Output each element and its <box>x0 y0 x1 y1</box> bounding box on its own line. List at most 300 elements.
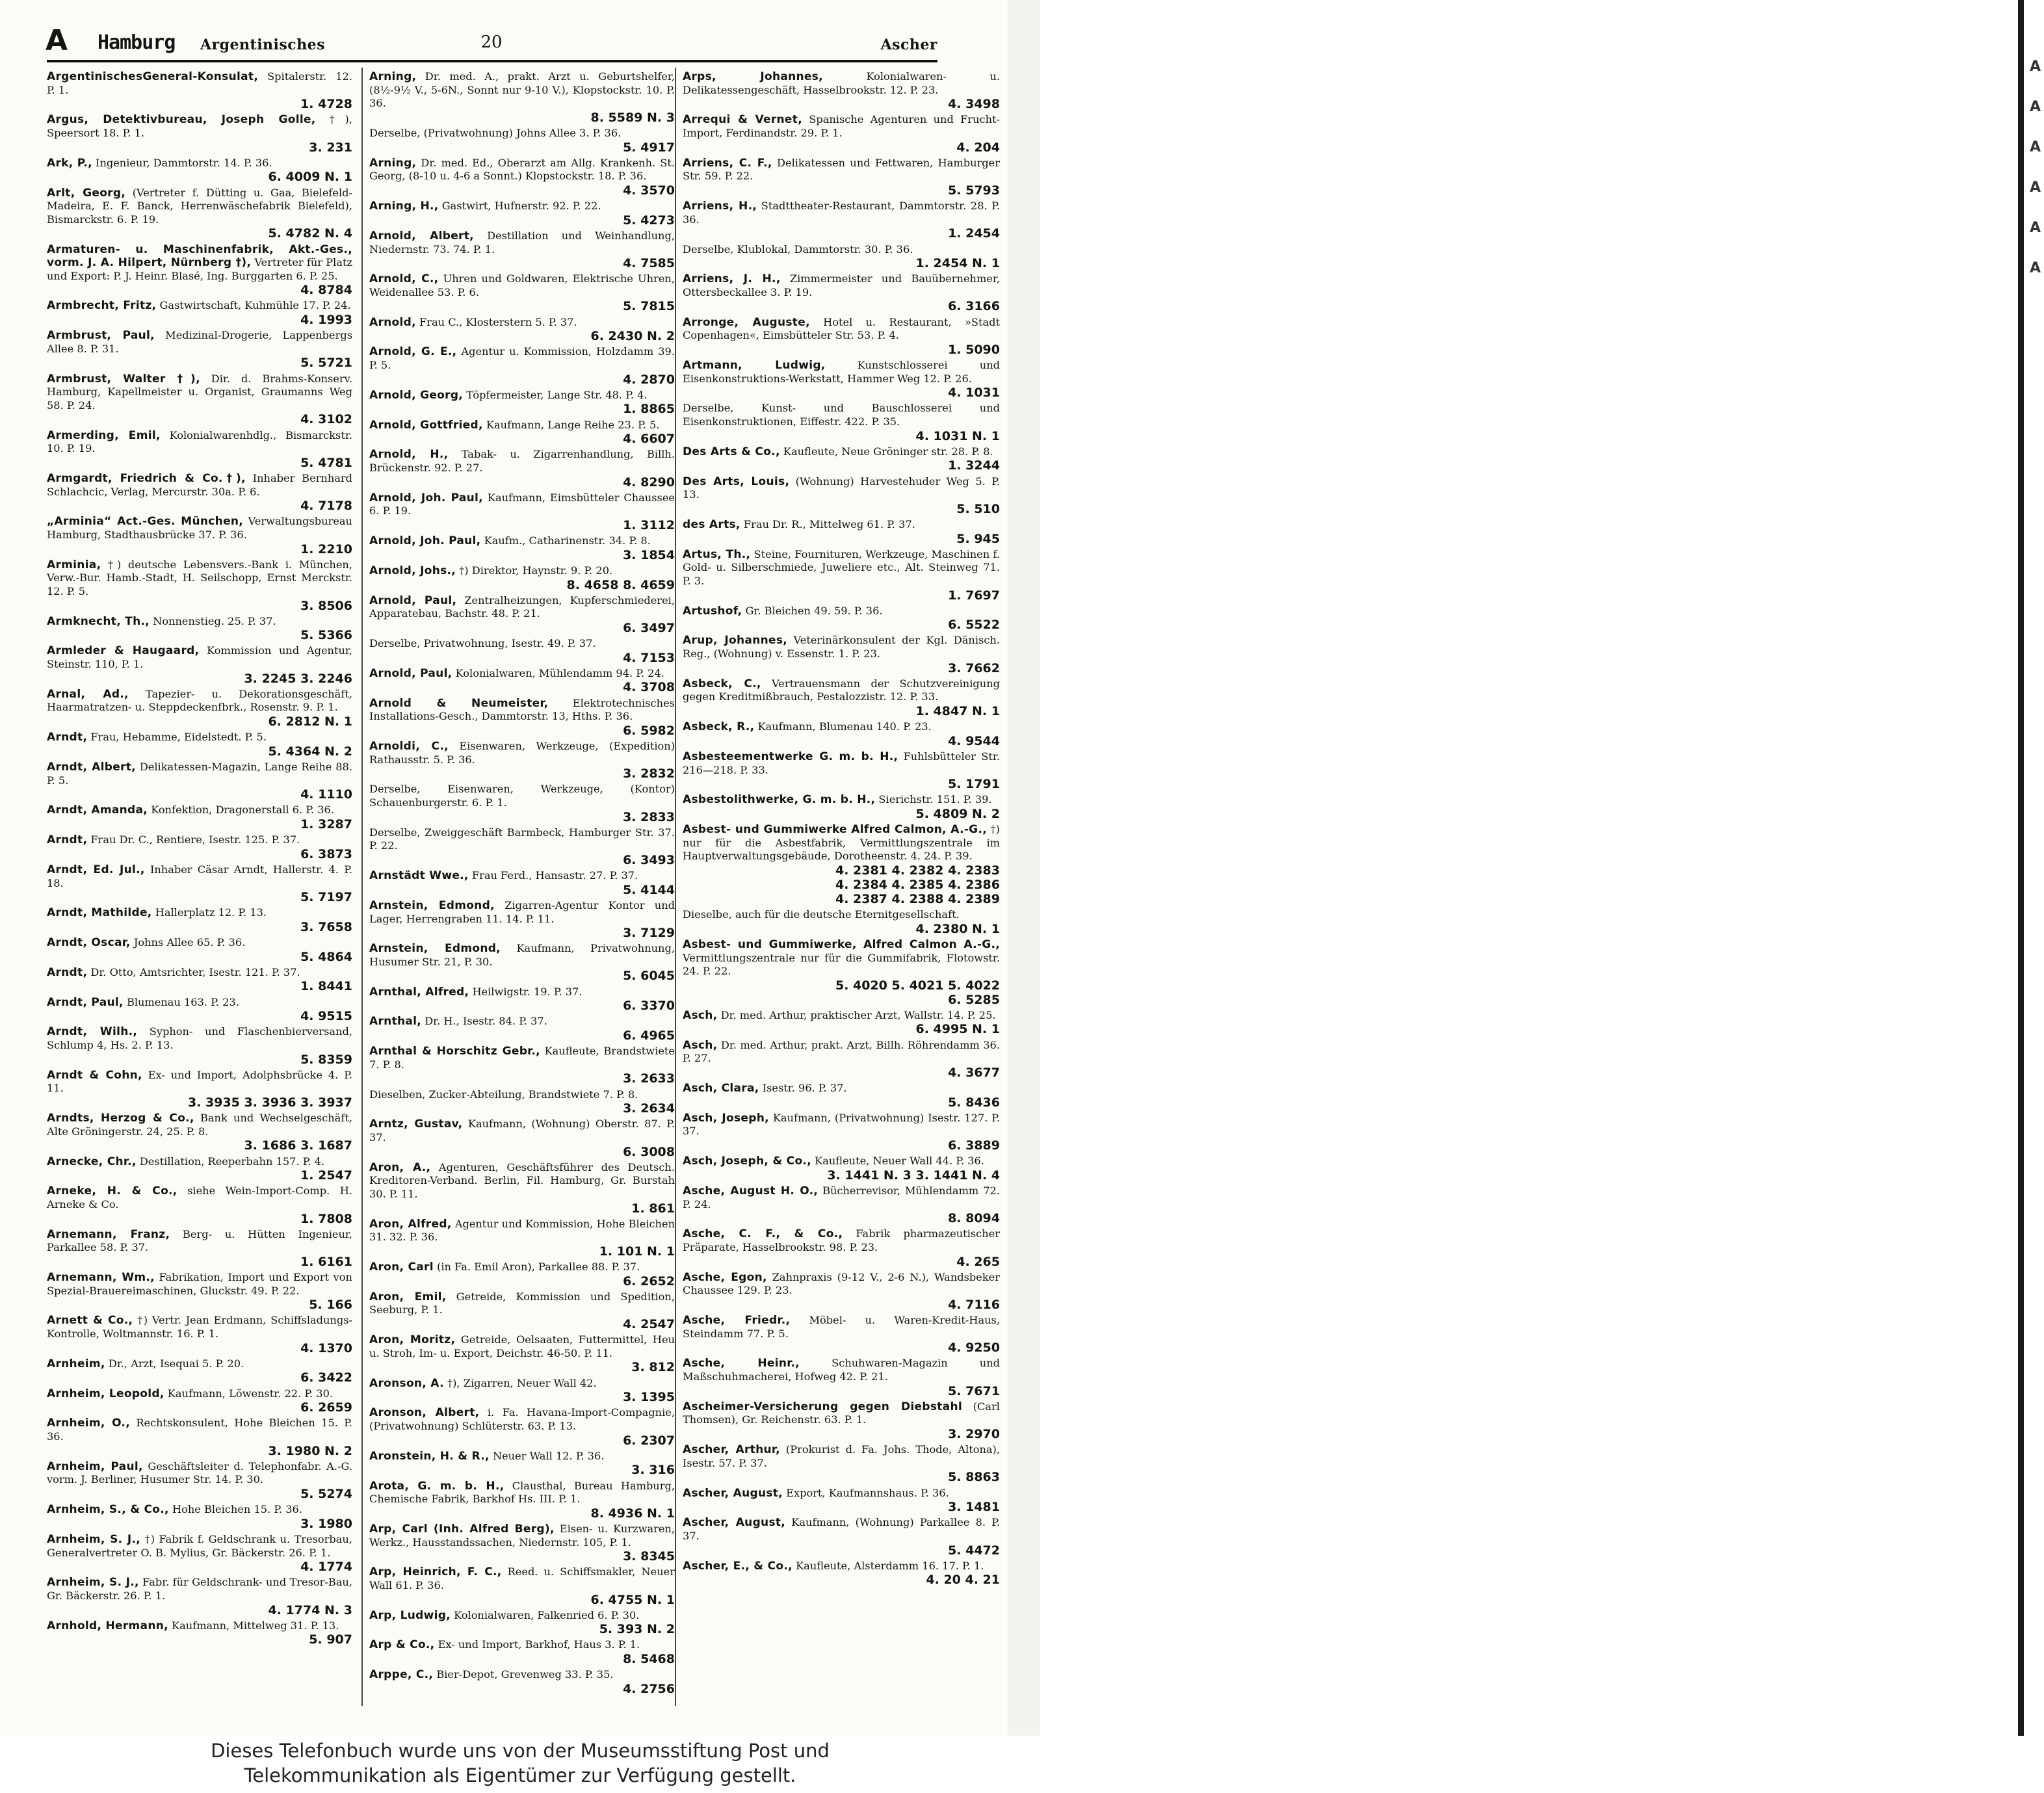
entry-name: Arriens, H., <box>683 200 757 213</box>
entry-text <box>47 731 352 744</box>
entry-name: Asch, Clara, <box>683 1082 759 1095</box>
entry-details: Derselbe, Zweiggeschäft Barmbeck, Hamburger Str. 37. P. 22. <box>369 826 675 852</box>
entry-details: Getreide, Kommission und Spedition, Seeburg, P. 1. <box>369 1290 675 1316</box>
directory-entry <box>369 1088 675 1116</box>
directory-entry <box>369 899 675 940</box>
entry-details: Kolonialwaren- u. Delikatessengeschäft, Hasselbrookstr. 12. P. 23. <box>683 70 1000 96</box>
entry-name: Arnold & Neumeister, <box>369 696 549 710</box>
phone-number: 6. 2307 <box>623 1433 675 1448</box>
directory-entry <box>369 1523 675 1564</box>
phone-number: 5. 945 <box>956 531 1000 546</box>
phone-number: 4. 3708 <box>623 680 675 695</box>
directory-entry <box>47 804 352 831</box>
entry-text <box>369 1088 675 1102</box>
directory-entry <box>47 1069 352 1110</box>
entry-details: Medizinal-Drogerie, Lappenbergs Allee 8. P. 31. <box>47 329 352 355</box>
entry-text <box>47 1112 352 1138</box>
entry-name: Arnold, C., <box>369 272 439 286</box>
directory-entry <box>369 1161 675 1216</box>
entry-name: Asche, Egon, <box>683 1270 767 1284</box>
phone-number: 3. 2245 3. 2246 <box>244 671 352 686</box>
entry-details: Möbel- u. Waren-Kredit-Haus, Steindamm 77. P. 5. <box>683 1314 1000 1340</box>
phone-number: 3. 2970 <box>948 1427 1000 1442</box>
entry-text <box>47 804 352 817</box>
phone-number: 1. 7808 <box>300 1211 352 1226</box>
entry-details: Sierichstr. 151. P. 39. <box>878 793 992 806</box>
phone-number: 5. 8863 <box>948 1470 1000 1485</box>
entry-name: Arnheim, S. J., <box>47 1576 139 1590</box>
phone-number: 5. 4020 5. 4021 5. 4022 <box>835 978 1000 993</box>
directory-entry <box>369 1565 675 1606</box>
entry-text <box>369 448 675 475</box>
phone-number: 3. 1395 <box>623 1390 675 1405</box>
entry-details: Vertrauensmann der Schutzvereinigung gegen Kreditmißbrauch, Pestalozzistr. 12. P. 33. <box>683 677 1000 703</box>
entry-name: Arriens, C. F., <box>683 156 772 170</box>
entry-text <box>47 688 352 714</box>
phone-number: 8. 4658 8. 4659 <box>566 577 675 592</box>
entry-name: Arp, Heinrich, F. C., <box>369 1565 502 1579</box>
entry-text <box>369 942 675 969</box>
entry-text <box>47 615 352 629</box>
entry-details: Spitalerstr. 12. P. 1. <box>47 70 352 96</box>
entry-name: Asbesteementwerke G. m. b. H., <box>683 750 898 763</box>
entry-details: Dieselbe, auch für die deutsche Eternitgesellschaft. <box>683 908 960 921</box>
entry-details: Zahnpraxis (9-12 V., 2-6 N.), Wandsbeker Chaussee 129. P. 23. <box>683 1270 1000 1297</box>
entry-details: Frau C., Klosterstern 5. P. 37. <box>419 315 577 328</box>
entry-details: Derselbe, Kunst- und Bauschlosserei und Eisenkonstruktionen, Eiffestr. 422. P. 35. <box>683 402 1000 428</box>
directory-entry <box>369 869 675 897</box>
entry-name: Arnheim, Paul, <box>47 1459 143 1473</box>
directory-entry <box>369 1668 675 1696</box>
directory-entry <box>47 1460 352 1501</box>
phone-number: 3. 1854 <box>623 547 675 562</box>
entry-name: Aron, Emil, <box>369 1290 447 1303</box>
directory-entry <box>47 472 352 513</box>
entry-name: Ascher, August, <box>683 1486 783 1500</box>
entry-details: Fabr. für Geldschrank- und Tresor-Bau, Gr. Bäckerstr. 26. P. 1. <box>47 1576 352 1602</box>
directory-entry <box>683 475 1000 516</box>
entry-name: Argus, Detektivbureau, Joseph Golle, <box>47 113 316 127</box>
entry-text <box>683 750 1000 777</box>
entry-details: Kaufleute, Alsterdamm 16. 17. P. 1. <box>796 1559 984 1572</box>
entry-details: siehe Wein-Import-Comp. H. Arneke & Co. <box>47 1184 352 1211</box>
entry-name: Arnold, Albert, <box>369 229 474 242</box>
phone-number: 5. 8359 <box>300 1052 352 1067</box>
entry-text <box>47 299 352 313</box>
footer-line-1: Dieses Telefonbuch wurde uns von der Museumsstiftung Post und <box>211 1740 830 1762</box>
entry-text <box>683 1227 1000 1254</box>
phone-number: 6. 4965 <box>623 1028 675 1043</box>
entry-name: Aron, Carl <box>369 1261 434 1274</box>
entry-text <box>683 243 1000 257</box>
phone-number: 4. 6607 <box>623 432 675 447</box>
entry-details: Schuhwaren-Magazin und Maßschuhmacherei, Hofweg 42. P. 21. <box>683 1357 1000 1383</box>
entry-text <box>683 518 1000 532</box>
entry-text <box>369 783 675 809</box>
directory-entry <box>683 1082 1000 1110</box>
directory-entry <box>47 1619 352 1647</box>
entry-name: Asbeck, R., <box>683 720 755 734</box>
entry-text <box>47 966 352 980</box>
phone-number: 5. 5366 <box>300 628 352 643</box>
entry-name: Armbrust, Paul, <box>47 329 155 343</box>
directory-entry <box>47 1314 352 1355</box>
entry-text <box>369 229 675 256</box>
directory-entry <box>683 1039 1000 1080</box>
entry-text <box>369 1118 675 1144</box>
entry-text <box>369 419 675 432</box>
entry-details: Inhaber Cäsar Arndt, Hallerstr. 4. P. 18. <box>47 863 352 889</box>
entry-name: Arning, <box>369 156 417 170</box>
phone-number: 1. 3244 <box>948 458 1000 473</box>
entry-details: (Carl Thomsen), Gr. Reichenstr. 63. P. 1. <box>683 1400 1000 1426</box>
directory-entry <box>683 634 1000 675</box>
directory-entry <box>369 740 675 781</box>
entry-name: Asche, August H. O., <box>683 1184 819 1198</box>
entry-text <box>683 908 1000 922</box>
entry-details: Kaufleute, Neue Gröninger str. 28. P. 8. <box>783 445 993 458</box>
directory-entry <box>683 1516 1000 1557</box>
entry-details: Frau Dr. R., Mittelweg 61. P. 37. <box>743 517 915 530</box>
directory-entry <box>369 667 675 695</box>
archive-footer <box>0 1736 1040 1793</box>
entry-name: ArgentinischesGeneral-Konsulat, <box>47 70 259 83</box>
phone-number: 1. 3287 <box>300 817 352 831</box>
entry-text <box>369 564 675 578</box>
entry-text <box>47 1025 352 1052</box>
phone-number: 4. 1774 N. 3 <box>268 1603 352 1617</box>
entry-details: Derselbe, Klublokal, Dammtorstr. 30. P. 36. <box>683 242 913 255</box>
entry-name: Asch, Joseph, & Co., <box>683 1155 811 1168</box>
phone-number: 6. 5522 <box>948 618 1000 633</box>
directory-entry <box>683 445 1000 473</box>
directory-entry <box>683 1227 1000 1268</box>
directory-entry <box>47 1112 352 1153</box>
directory-entry <box>369 986 675 1014</box>
directory-entry <box>47 187 352 241</box>
directory-entry <box>683 677 1000 718</box>
directory-entry <box>683 1560 1000 1588</box>
phone-number: 5. 5721 <box>300 356 352 371</box>
entry-name: Ascher, E., & Co., <box>683 1559 793 1573</box>
entry-text <box>47 1533 352 1560</box>
phone-number: 4. 7116 <box>948 1297 1000 1312</box>
phone-number: 4. 7585 <box>623 256 675 271</box>
directory-entry <box>369 448 675 489</box>
entry-details: Kaufmann, (Wohnung) Oberstr. 87. P. 37. <box>369 1118 675 1144</box>
phone-number: 4. 8784 <box>300 283 352 298</box>
directory-entry <box>369 1015 675 1043</box>
entry-text <box>683 1155 1000 1168</box>
phone-number: 4. 1370 <box>300 1341 352 1355</box>
phone-number: 1. 101 N. 1 <box>599 1244 675 1259</box>
phone-number: 3. 1686 3. 1687 <box>244 1138 352 1153</box>
phone-number: 4. 20 4. 21 <box>926 1573 1000 1588</box>
entry-name: Arndt, Paul, <box>47 995 124 1009</box>
entry-text <box>369 70 675 111</box>
entry-name: Aron, Moritz, <box>369 1333 456 1347</box>
entry-details: Kaufleute, Brandstwiete 7. P. 8. <box>369 1045 675 1071</box>
entry-name: Arppe, C., <box>369 1668 434 1682</box>
entry-details: Zimmermeister und Bauübernehmer, Ottersbeckallee 3. P. 19. <box>683 272 1000 298</box>
directory-entry <box>683 402 1000 443</box>
directory-entry <box>369 637 675 665</box>
phone-number: 3. 2833 <box>623 809 675 824</box>
phone-number: 4. 2870 <box>623 372 675 387</box>
entry-text <box>369 826 675 853</box>
directory-entry <box>369 419 675 447</box>
header-rule <box>47 60 937 62</box>
entry-name: Arnold, Johs., <box>369 564 456 577</box>
directory-entry <box>683 548 1000 603</box>
phone-number: 4. 9544 <box>948 733 1000 748</box>
directory-entry <box>683 1184 1000 1225</box>
entry-details: Bier-Depot, Grevenweg 33. P. 35. <box>436 1668 614 1681</box>
phone-number: 6. 4755 N. 1 <box>590 1592 675 1607</box>
entry-text <box>683 1009 1000 1023</box>
directory-entry <box>47 731 352 759</box>
phone-number: 6. 5285 <box>948 992 1000 1007</box>
entry-name: Asch, <box>683 1038 718 1052</box>
entry-name: Arndt, Mathilde, <box>47 906 152 920</box>
directory-entry <box>683 1357 1000 1398</box>
phone-number: 5. 4864 <box>300 949 352 964</box>
page-number: 20 <box>480 33 503 52</box>
phone-number: 3. 7129 <box>623 926 675 941</box>
entry-name: Arup, Johannes, <box>683 634 788 648</box>
directory-entry <box>369 564 675 592</box>
entry-name: Arnold, G. E., <box>369 345 457 359</box>
directory-entry <box>369 157 675 198</box>
entry-text <box>369 1450 675 1463</box>
directory-entry <box>369 200 675 228</box>
entry-details: Gr. Bleichen 49. 59. P. 36. <box>745 604 883 617</box>
phone-number: 6. 2812 N. 1 <box>268 714 352 729</box>
entry-name: Asche, Heinr., <box>683 1357 800 1370</box>
phone-number: 1. 2454 <box>948 226 1000 241</box>
directory-entry <box>47 1533 352 1574</box>
entry-name: Arnold, Joh. Paul, <box>369 491 483 504</box>
entry-name: Artushof, <box>683 604 742 618</box>
entry-name: Aronson, Albert, <box>369 1406 480 1420</box>
entry-details: Dr. Otto, Amtsrichter, Isestr. 121. P. 37. <box>90 965 300 978</box>
entry-details: Dir. d. Brahms-Konserv. Hamburg, Kapellmeister u. Organist, Graumanns Weg 58. P. 24. <box>47 372 352 412</box>
entry-text <box>369 899 675 926</box>
entry-text <box>683 1271 1000 1298</box>
phone-number: 5. 4273 <box>623 213 675 228</box>
entry-name: Asbestolithwerke, G. m. b. H., <box>683 793 876 807</box>
directory-entry <box>683 938 1000 1007</box>
entry-details: Tabak- u. Zigarrenhandlung, Billh. Brückenstr. 92. P. 27. <box>369 448 675 474</box>
entry-text <box>47 1184 352 1211</box>
entry-details: Frau Ferd., Hansastr. 27. P. 37. <box>471 869 638 882</box>
phone-number: 5. 4144 <box>623 882 675 897</box>
phone-number: 5. 166 <box>309 1298 352 1313</box>
last-entry-keyword: Ascher <box>880 36 937 53</box>
entry-text <box>369 1045 675 1071</box>
directory-entry <box>369 70 675 125</box>
phone-number: 3. 1481 <box>948 1500 1000 1515</box>
phone-number: 4. 2756 <box>623 1681 675 1696</box>
entry-details: Eisen- u. Kurzwaren, Werkz., Hausstandssachen, Niedernstr. 105, P. 1. <box>369 1522 675 1549</box>
entry-text <box>369 1668 675 1682</box>
adjacent-page-edge <box>1008 0 2041 1736</box>
directory-entry <box>369 1377 675 1405</box>
entry-text <box>683 316 1000 343</box>
phone-number: 1. 5090 <box>948 342 1000 357</box>
phone-number: 8. 5468 <box>623 1652 675 1667</box>
phone-number: 6. 4009 N. 1 <box>268 170 352 185</box>
entry-details: Destillation, Reeperbahn 157. P. 4. <box>139 1155 325 1168</box>
entry-text <box>369 1480 675 1506</box>
directory-entry <box>683 243 1000 271</box>
entry-text <box>47 996 352 1010</box>
entry-name: Arndt, Amanda, <box>47 804 148 817</box>
entry-text <box>683 70 1000 97</box>
entry-text <box>369 1638 675 1652</box>
entry-details: Hohe Bleichen 15. P. 36. <box>172 1503 302 1516</box>
entry-details: Kaufmann, Privatwohnung, Husumer Str. 21, P. 30. <box>369 942 675 968</box>
entry-text <box>369 1523 675 1549</box>
entry-details: †) deutsche Lebensvers.-Bank i. München, Verw.-Bur. Hamb.-Stadt, H. Seilschopp, Ernst Merckstr. 12. P. 5. <box>47 558 352 597</box>
entry-name: Arnheim, S. J., <box>47 1532 141 1546</box>
directory-entry <box>47 644 352 685</box>
entry-details: Zigarren-Agentur Kontor und Lager, Herrengraben 11. 14. P. 11. <box>369 898 675 925</box>
entry-text <box>47 1228 352 1255</box>
entry-name: Arminia, <box>47 558 101 571</box>
entry-details: Kolonialwaren, Mühlendamm 94. P. 24. <box>455 666 664 679</box>
directory-entry <box>369 1638 675 1666</box>
entry-name: Arndt, Wilh., <box>47 1025 138 1039</box>
entry-text <box>369 869 675 883</box>
entry-details: Kaufmann, Löwenstr. 22. P. 30. <box>167 1387 334 1400</box>
phone-number: 4. 1110 <box>300 787 352 802</box>
edge-letter: A <box>2030 59 2041 75</box>
entry-name: Arndt, <box>47 965 88 979</box>
entry-name: Arnold, Paul, <box>369 666 452 680</box>
entry-text <box>369 594 675 621</box>
entry-details: Gastwirtschaft, Kuhmühle 17. P. 24. <box>159 299 351 312</box>
phone-number: 6. 4995 N. 1 <box>915 1022 1000 1037</box>
directory-entry <box>47 515 352 556</box>
entry-details: Tapezier- u. Dekorationsgeschäft, Haarmatratzen- u. Steppdeckenfbrk., Rosenstr. 9. P. 1. <box>47 687 352 714</box>
entry-details: Fabrik pharmazeutischer Präparate, Hasselbrookstr. 98. P. 23. <box>683 1227 1000 1253</box>
entry-text <box>47 429 352 456</box>
entry-details: Dr. med. Arthur, praktischer Arzt, Wallstr. 14. P. 25. <box>720 1008 996 1021</box>
entry-name: Ascher, August, <box>683 1516 786 1530</box>
entry-text <box>683 1560 1000 1573</box>
entry-text <box>683 677 1000 704</box>
entry-name: Arp, Ludwig, <box>369 1608 451 1622</box>
directory-entry <box>369 127 675 155</box>
entry-name: Arronge, Auguste, <box>683 315 810 329</box>
directory-entry <box>369 389 675 417</box>
entry-text <box>683 605 1000 618</box>
page-header <box>46 24 937 57</box>
directory-entry <box>369 1333 675 1374</box>
entry-name: Aron, Alfred, <box>369 1217 452 1231</box>
entry-text <box>369 1333 675 1360</box>
entry-name: des Arts, <box>683 517 740 531</box>
entry-name: Arnheim, Leopold, <box>47 1387 164 1400</box>
entry-text <box>369 272 675 299</box>
entry-details: (Prokurist d. Fa. Johs. Thode, Altona), Isestr. 57. P. 37. <box>683 1443 1000 1469</box>
phone-number: 3. 316 <box>631 1463 675 1478</box>
directory-entry <box>369 1406 675 1447</box>
entry-name: Arnstein, Edmond, <box>369 942 501 956</box>
directory-entry <box>47 558 352 613</box>
entry-text <box>683 1184 1000 1211</box>
entry-details: Kaufleute, Neuer Wall 44. P. 36. <box>815 1155 985 1168</box>
phone-number: 3. 7662 <box>948 661 1000 675</box>
entry-details: Kaufmann, Eimsbütteler Chaussee 6. P. 19. <box>369 491 675 517</box>
phone-number: 4. 9515 <box>300 1009 352 1024</box>
entry-details: Syphon- und Flaschenbierversand, Schlump 4, Hs. 2. P. 13. <box>47 1025 352 1052</box>
directory-entry <box>369 783 675 824</box>
entry-text <box>47 1460 352 1487</box>
entry-details: Hotel u. Restaurant, »Stadt Copenhagen«, Eimsbütteler Str. 53. P. 4. <box>683 315 1000 342</box>
entry-text <box>47 1314 352 1341</box>
entry-name: Asbest- und Gummiwerke Alfred Calmon, A.-G., <box>683 823 987 837</box>
entry-text <box>47 1503 352 1517</box>
directory-entry <box>683 272 1000 313</box>
entry-text <box>683 1516 1000 1543</box>
phone-number: 4. 1031 N. 1 <box>915 428 1000 443</box>
directory-entry <box>369 826 675 867</box>
entry-text <box>47 329 352 356</box>
directory-entry <box>683 1443 1000 1484</box>
phone-number: 4. 3677 <box>948 1065 1000 1080</box>
entry-details: Derselbe, (Privatwohnung) Johns Allee 3. P. 36. <box>369 126 622 139</box>
entry-name: Arndt & Cohn, <box>47 1068 142 1082</box>
entry-details: (Vertreter f. Dütting u. Gaa, Bielefeld-Madeira, E. F. Banck, Herrenwäschefabrik Bielefeld), Bismarckstr. 6. P. 19. <box>47 186 352 226</box>
entry-details: Agentur u. Kommission, Holzdamm 39. P. 5. <box>369 345 675 372</box>
entry-name: Asche, C. F., & Co., <box>683 1227 843 1241</box>
entry-details: Agenturen, Geschäftsführer des Deutsch. Kreditoren-Verband. Berlin, Fil. Hamburg, Gr. Burstah 30. P. 11. <box>369 1160 675 1200</box>
directory-entry <box>47 996 352 1024</box>
entry-text <box>683 1357 1000 1383</box>
phone-number: 1. 8441 <box>300 979 352 994</box>
entry-name: Arrequi & Vernet, <box>683 113 802 127</box>
footer-line-2: Telekommunikation als Eigentümer zur Verfügung gestellt. <box>244 1764 796 1786</box>
entry-text <box>369 1015 675 1028</box>
phone-number: 4. 2381 4. 2382 4. 2383 <box>835 863 1000 878</box>
entry-name: Arnold, Gottfried, <box>369 418 483 432</box>
entry-details: Dr. H., Isestr. 84. P. 37. <box>425 1015 547 1028</box>
phone-number: 5. 8436 <box>948 1095 1000 1110</box>
entry-text <box>47 1387 352 1401</box>
directory-entry <box>47 1503 352 1531</box>
entry-name: Arnthal & Horschitz Gebr., <box>369 1045 540 1058</box>
phone-number: 4. 1774 <box>300 1560 352 1575</box>
entry-text <box>47 863 352 890</box>
entry-text <box>47 113 352 140</box>
entry-text <box>47 243 352 283</box>
entry-details: †) Direktor, Haynstr. 9. P. 20. <box>459 564 613 577</box>
entry-details: Bank und Wechselgeschäft, Alte Gröningerstr. 24, 25. P. 8. <box>47 1112 352 1138</box>
entry-text <box>683 402 1000 428</box>
entry-name: Arnold, Georg, <box>369 388 464 402</box>
directory-entry <box>369 1609 675 1637</box>
directory-entry <box>683 1271 1000 1312</box>
directory-entry <box>369 1118 675 1158</box>
entry-details: Kolonialwaren, Falkenried 6. P. 30. <box>454 1608 640 1621</box>
entry-name: Arnhold, Hermann, <box>47 1619 168 1632</box>
entry-details: Steine, Fournituren, Werkzeuge, Maschinen f. Gold- u. Silberschmiede, Juweliere etc., Alt. Steinweg 71. P. 3. <box>683 547 1000 587</box>
phone-number: 1. 861 <box>631 1201 675 1216</box>
phone-number: 6. 3370 <box>623 999 675 1014</box>
entry-text <box>369 1161 675 1201</box>
